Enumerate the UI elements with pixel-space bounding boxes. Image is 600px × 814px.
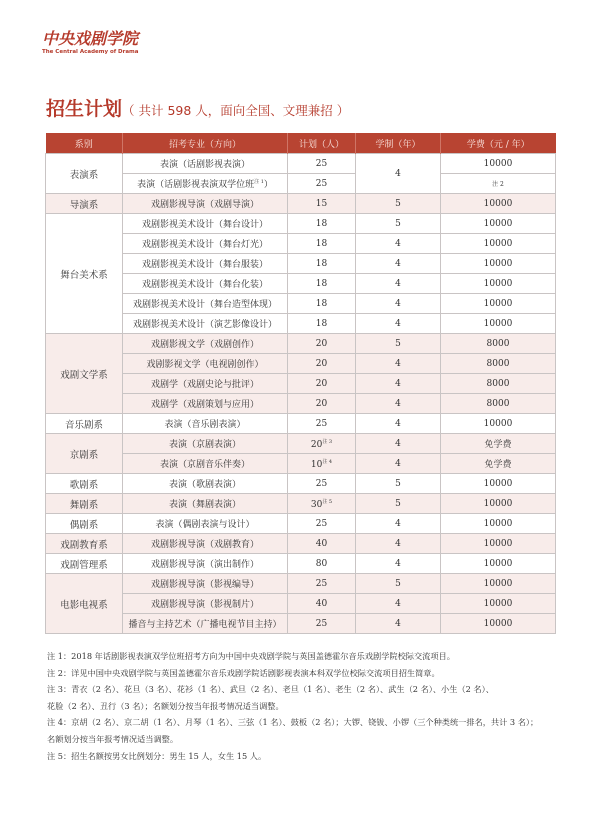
plan-cell: 18 (288, 214, 356, 234)
plan-cell: 18 (288, 314, 356, 334)
plan-cell: 25 (288, 174, 356, 194)
logo-chinese-name: 中央戏剧学院 (42, 29, 139, 48)
title-main: 招生计划 (46, 98, 123, 120)
plan-cell: 20 (288, 354, 356, 374)
major-cell: 戏剧影视导演（影视编导） (123, 574, 288, 594)
plan-cell: 15 (288, 194, 356, 214)
major-cell: 表演（舞剧表演） (123, 494, 288, 514)
fee-cell: 10000 (441, 414, 556, 434)
major-text-end: ） (263, 180, 273, 190)
fee-cell: 10000 (441, 514, 556, 534)
fee-cell: 10000 (441, 214, 556, 234)
dept-cell: 戏剧管理系 (46, 554, 123, 574)
academy-logo (42, 30, 162, 56)
table-row (46, 554, 556, 574)
fee-cell: 10000 (441, 194, 556, 214)
table-row (46, 334, 556, 354)
table-row (46, 614, 556, 634)
years-cell: 4 (356, 154, 441, 194)
table-row (46, 594, 556, 614)
table-row (46, 434, 556, 454)
note-ref: 注 3 (322, 438, 333, 445)
years-cell: 4 (356, 314, 441, 334)
table-row (46, 514, 556, 534)
table-row (46, 314, 556, 334)
plan-cell: 25 (288, 514, 356, 534)
fee-cell: 10000 (441, 254, 556, 274)
major-cell: 戏剧学（戏剧史论与批评） (123, 374, 288, 394)
table-row (46, 274, 556, 294)
plan-cell (288, 454, 356, 474)
plan-cell: 25 (288, 154, 356, 174)
table-row (46, 374, 556, 394)
years-cell: 4 (356, 414, 441, 434)
table-row (46, 474, 556, 494)
dept-cell: 舞台美术系 (46, 214, 123, 334)
dept-cell: 偶剧系 (46, 514, 123, 534)
dept-cell: 表演系 (46, 154, 123, 194)
note-3-cont: 花脸（2 名）、丑行（3 名）；名额划分按当年报考情况适当调整。 (47, 700, 284, 711)
years-cell: 4 (356, 514, 441, 534)
years-cell: 4 (356, 534, 441, 554)
plan-cell: 40 (288, 534, 356, 554)
plan-cell: 25 (288, 414, 356, 434)
major-cell: 戏剧影视导演（戏剧教育） (123, 534, 288, 554)
plan-cell (288, 434, 356, 454)
years-cell: 4 (356, 454, 441, 474)
dept-cell: 导演系 (46, 194, 123, 214)
enrollment-table (45, 133, 556, 634)
table-row (46, 254, 556, 274)
header-major: 招考专业（方向） (123, 133, 288, 154)
table-row (46, 354, 556, 374)
major-cell: 戏剧影视美术设计（演艺影像设计） (123, 314, 288, 334)
fee-cell: 10000 (441, 234, 556, 254)
fee-cell: 10000 (441, 294, 556, 314)
fee-cell: 10000 (441, 494, 556, 514)
note-ref: 注 1 (254, 179, 264, 185)
logo-english-name: The Central Academy of Drama (42, 49, 139, 55)
fee-cell: 10000 (441, 314, 556, 334)
dept-cell: 电影电视系 (46, 574, 123, 634)
years-cell: 5 (356, 494, 441, 514)
major-cell: 戏剧影视美术设计（舞台化装） (123, 274, 288, 294)
major-cell: 戏剧影视美术设计（舞台服装） (123, 254, 288, 274)
years-cell: 4 (356, 294, 441, 314)
table-row (46, 294, 556, 314)
major-cell: 戏剧影视导演（演出制作） (123, 554, 288, 574)
page-title (46, 94, 349, 121)
table-row (46, 234, 556, 254)
years-cell: 4 (356, 234, 441, 254)
note-ref: 注 4 (322, 458, 333, 465)
plan-cell: 25 (288, 574, 356, 594)
header-fee: 学费（元 / 年） (441, 133, 556, 154)
note-4-cont: 名额划分按当年报考情况适当调整。 (47, 733, 179, 744)
years-cell: 4 (356, 554, 441, 574)
dept-cell: 音乐剧系 (46, 414, 123, 434)
plan-cell: 18 (288, 234, 356, 254)
title-subtitle: （ 共计 598 人，面向全国、文理兼招 ） (122, 103, 350, 118)
years-cell: 5 (356, 194, 441, 214)
header-plan: 计划（人） (288, 133, 356, 154)
fee-cell: 免学费 (441, 454, 556, 474)
years-cell: 4 (356, 254, 441, 274)
major-cell: 播音与主持艺术（广播电视节目主持） (123, 614, 288, 634)
years-cell: 4 (356, 434, 441, 454)
plan-cell: 20 (288, 334, 356, 354)
years-cell: 5 (356, 474, 441, 494)
fee-cell: 10000 (441, 554, 556, 574)
fee-cell: 8000 (441, 394, 556, 414)
dept-cell: 舞剧系 (46, 494, 123, 514)
major-cell: 戏剧学（戏剧策划与应用） (123, 394, 288, 414)
major-cell: 戏剧影视美术设计（舞台设计） (123, 214, 288, 234)
plan-cell: 20 (288, 394, 356, 414)
plan-cell: 40 (288, 594, 356, 614)
fee-cell: 免学费 (441, 434, 556, 454)
table-row (46, 454, 556, 474)
footnotes (47, 648, 562, 764)
plan-value: 20 (310, 439, 323, 450)
major-cell: 表演（京剧表演） (123, 434, 288, 454)
plan-cell: 20 (288, 374, 356, 394)
years-cell: 4 (356, 594, 441, 614)
plan-cell: 18 (288, 274, 356, 294)
fee-cell: 8000 (441, 334, 556, 354)
table-row (46, 394, 556, 414)
plan-cell (288, 494, 356, 514)
fee-cell: 10000 (441, 154, 556, 174)
fee-cell: 10000 (441, 534, 556, 554)
dept-cell: 歌剧系 (46, 474, 123, 494)
major-cell: 戏剧影视美术设计（舞台造型体现） (123, 294, 288, 314)
fee-cell: 8000 (441, 354, 556, 374)
header-dept: 系别 (46, 133, 123, 154)
major-cell: 戏剧影视导演（影视制片） (123, 594, 288, 614)
note-5: 注 5：招生名额按男女比例划分：男生 15 人，女生 15 人。 (47, 750, 267, 761)
years-cell: 4 (356, 394, 441, 414)
fee-cell: 10000 (441, 574, 556, 594)
plan-cell: 80 (288, 554, 356, 574)
plan-value: 10 (310, 459, 323, 470)
plan-cell: 25 (288, 614, 356, 634)
major-cell: 表演（京剧音乐伴奏） (123, 454, 288, 474)
plan-cell: 18 (288, 254, 356, 274)
table-row (46, 534, 556, 554)
fee-cell: 注 2 (441, 174, 556, 194)
major-cell: 戏剧影视导演（戏剧导演） (123, 194, 288, 214)
major-cell: 戏剧影视美术设计（舞台灯光） (123, 234, 288, 254)
major-cell: 戏剧影视文学（戏剧创作） (123, 334, 288, 354)
years-cell: 5 (356, 574, 441, 594)
major-cell: 表演（话剧影视表演） (123, 154, 288, 174)
major-text: 表演（话剧影视表演双学位班 (137, 180, 255, 190)
fee-cell: 10000 (441, 614, 556, 634)
plan-cell: 25 (288, 474, 356, 494)
years-cell: 4 (356, 354, 441, 374)
plan-cell: 18 (288, 294, 356, 314)
years-cell: 4 (356, 274, 441, 294)
years-cell: 5 (356, 334, 441, 354)
table-row (46, 494, 556, 514)
table-row (46, 174, 556, 194)
dept-cell: 戏剧教育系 (46, 534, 123, 554)
dept-cell: 京剧系 (46, 434, 123, 474)
fee-cell: 10000 (441, 474, 556, 494)
major-cell: 表演（偶剧表演与设计） (123, 514, 288, 534)
table-header-row (46, 133, 556, 154)
fee-cell: 10000 (441, 274, 556, 294)
note-2: 注 2：详见中国中央戏剧学院与英国盖德霍尔音乐戏剧学院话剧影视表演本科双学位校际交流项目招生简章。 (47, 667, 440, 678)
note-3: 注 3：青衣（2 名）、花旦（3 名）、花衫（1 名）、武旦（2 名）、老旦（1 名）、老生（2 名）、武生（2 名）、小生（2 名）、 (47, 684, 494, 695)
fee-cell: 10000 (441, 594, 556, 614)
major-cell: 表演（音乐剧表演） (123, 414, 288, 434)
years-cell: 4 (356, 614, 441, 634)
note-1: 注 1：2018 年话剧影视表演双学位班招考方向为中国中央戏剧学院与英国盖德霍尔音乐戏剧学院校际交流项目。 (47, 651, 455, 661)
dept-cell: 戏剧文学系 (46, 334, 123, 414)
major-cell (123, 174, 288, 194)
table-row (46, 574, 556, 594)
table-row (46, 214, 556, 234)
major-cell: 戏剧影视文学（电视剧创作） (123, 354, 288, 374)
note-4: 注 4：京胡（2 名）、京二胡（1 名）、月琴（1 名）、三弦（1 名）、鼓板（2 名）；大锣、铙钹、小锣（三个种类统一排名，共计 3 名）； (47, 717, 539, 728)
note-ref: 注 5 (322, 498, 333, 505)
table-row (46, 414, 556, 434)
years-cell: 5 (356, 214, 441, 234)
header-years: 学制（年） (356, 133, 441, 154)
plan-value: 30 (310, 499, 323, 510)
table-row (46, 194, 556, 214)
fee-cell: 8000 (441, 374, 556, 394)
major-cell: 表演（歌剧表演） (123, 474, 288, 494)
table-row (46, 154, 556, 174)
years-cell: 4 (356, 374, 441, 394)
